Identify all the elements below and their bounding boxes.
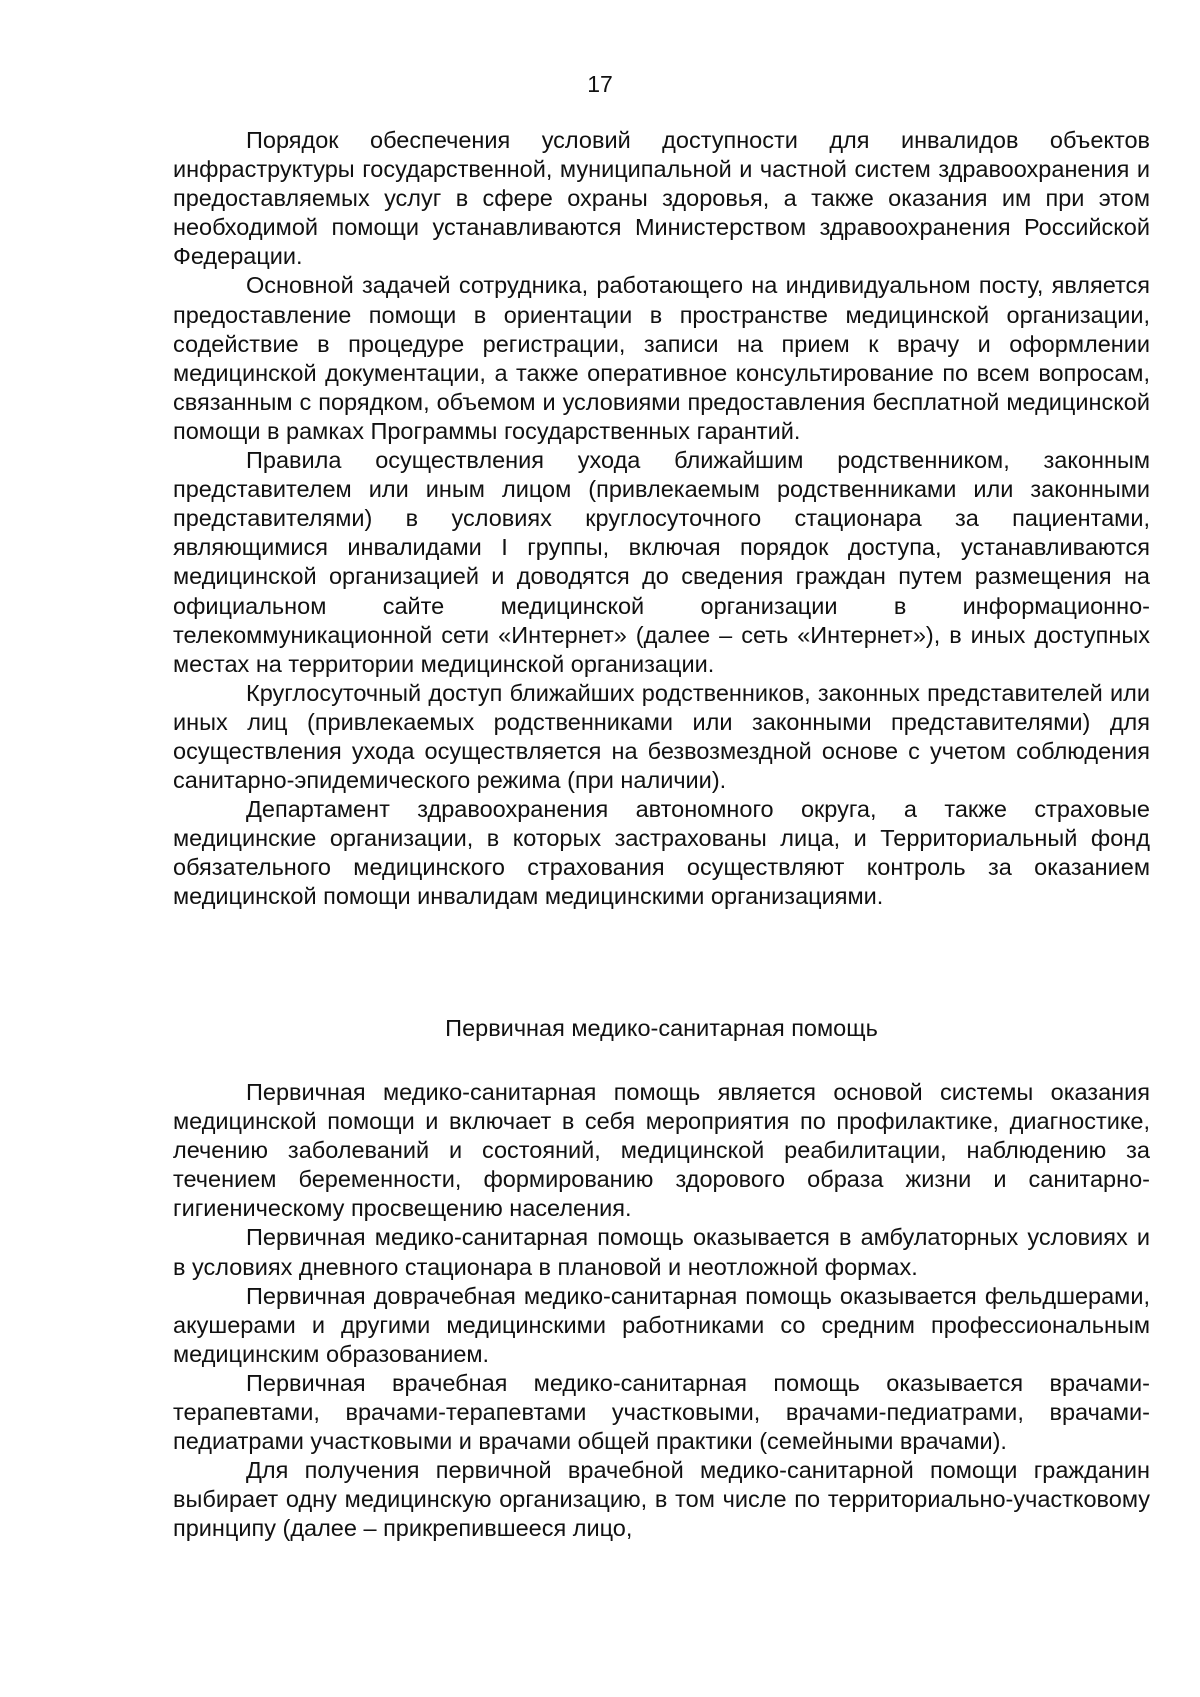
paragraph: Круглосуточный доступ ближайших родственников, законных представителей или иных лиц (привлекаемых родственниками или законными представителями) для осуществления ухода осуществляется на безвозмездной основе с учетом соблюдения санитарно-эпидемического режима (при наличии). xyxy=(173,679,1150,794)
paragraph: Для получения первичной врачебной медико-санитарной помощи гражданин выбирает одну медицинскую организацию, в том числе по территориально-участковому принципу (далее – прикрепившееся лицо, xyxy=(173,1457,1150,1542)
paragraph: Департамент здравоохранения автономного округа, а также страховые медицинские организации, в которых застрахованы лица, и Территориальный фонд обязательного медицинского страхования осуществляют контроль за оказанием медицинской помощи инвалидам медицинскими организациями. xyxy=(173,796,1150,910)
paragraph: Первичная доврачебная медико-санитарная помощь оказывается фельдшерами, акушерами и другими медицинскими работниками со средним профессиональным медицинским образованием. xyxy=(173,1282,1150,1367)
intro-text-block xyxy=(173,126,1150,912)
section-text-block xyxy=(173,1078,1150,1544)
paragraph: Первичная врачебная медико-санитарная помощь оказывается врачами-терапевтами, врачами-терапевтами участковыми, врачами-педиатрами, врачами-педиатрами участковыми и врачами общей практики (семейными врачами). xyxy=(173,1369,1150,1455)
paragraph: Порядок обеспечения условий доступности для инвалидов объектов инфраструктуры государственной, муниципальной и частной систем здравоохранения и предоставляемых услуг в сфере охраны здоровья, а также оказания им при этом необходимой помощи устанавливаются Министерством здравоохранения Российской Федерации. xyxy=(173,127,1150,270)
paragraph: Первичная медико-санитарная помощь оказывается в амбулаторных условиях и в условиях дневного стационара в плановой и неотложной формах. xyxy=(173,1224,1150,1280)
paragraph: Правила осуществления ухода ближайшим родственником, законным представителем или иным лицом (привлекаемым родственниками или законными представителями) в условиях круглосуточного стационара за пациентами, являющимися инвалидами I группы, включая порядок доступа, устанавливаются медицинской организацией и доводятся до сведения граждан путем размещения на официальном сайте медицинской организации в информационно-телекоммуникационной сети «Интернет» (далее – сеть «Интернет»), в иных доступных местах на территории медицинской организации. xyxy=(173,447,1150,677)
paragraph: Первичная медико-санитарная помощь является основой системы оказания медицинской помощи и включает в себя мероприятия по профилактике, диагностике, лечению заболеваний и состояний, медицинской реабилитации, наблюдению за течением беременности, формированию здорового образа жизни и санитарно-гигиеническому просвещению населения. xyxy=(173,1079,1150,1222)
paragraph: Основной задачей сотрудника, работающего на индивидуальном посту, является предоставление помощи в ориентации в пространстве медицинской организации, содействие в процедуре регистрации, записи на прием к врачу и оформлении медицинской документации, а также оперативное консультирование по всем вопросам, связанным с порядком, объемом и условиями предоставления бесплатной медицинской помощи в рамках Программы государственных гарантий. xyxy=(173,272,1150,444)
page-number: 17 xyxy=(587,71,613,97)
section-heading: Первичная медико-санитарная помощь xyxy=(445,1015,878,1041)
